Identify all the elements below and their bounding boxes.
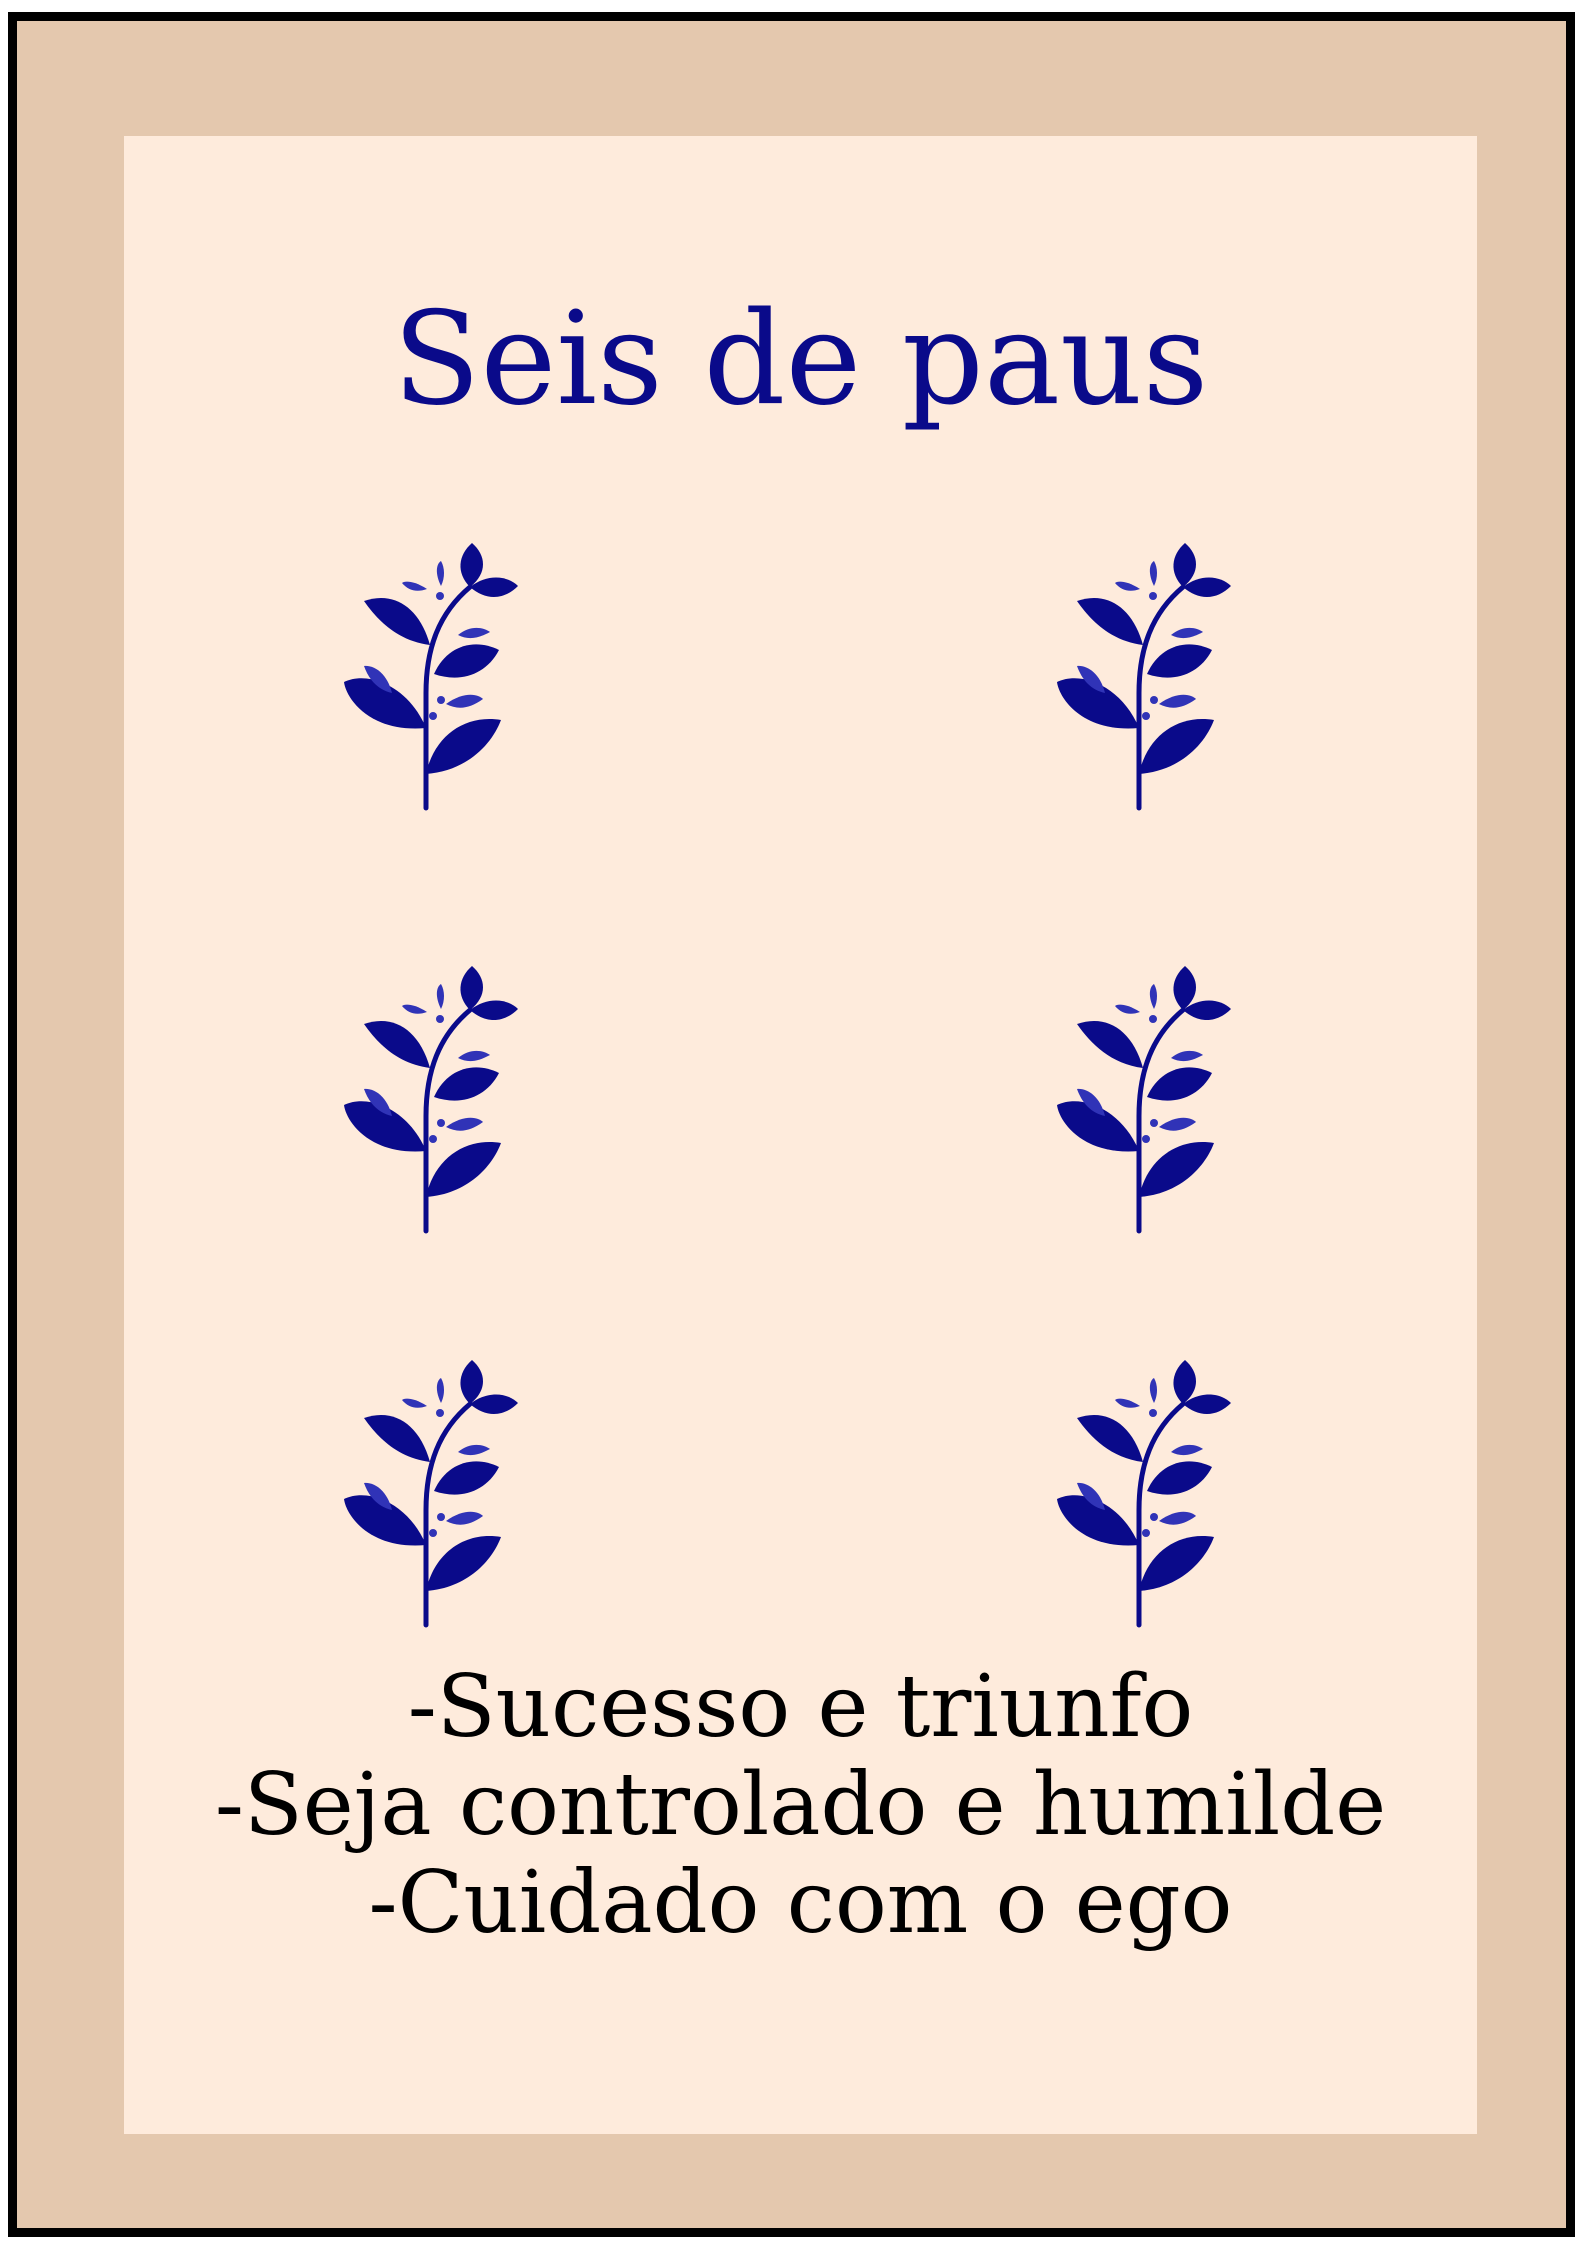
meaning-line: -Seja controlado e humilde <box>214 1755 1387 1855</box>
meaning-line: -Sucesso e triunfo <box>407 1657 1194 1757</box>
tarot-card <box>8 12 1575 2237</box>
leafy-branch-icon <box>344 1360 524 1630</box>
meaning-line: -Cuidado com o ego <box>368 1853 1233 1953</box>
card-meanings <box>124 1658 1477 1952</box>
card-title: Seis de paus <box>392 285 1209 434</box>
leafy-branch-icon <box>344 966 524 1236</box>
leafy-branch-icon <box>1057 966 1237 1236</box>
leafy-branch-icon <box>1057 543 1237 813</box>
leafy-branch-icon <box>344 543 524 813</box>
card-panel <box>124 136 1477 2134</box>
leafy-branch-icon <box>1057 1360 1237 1630</box>
